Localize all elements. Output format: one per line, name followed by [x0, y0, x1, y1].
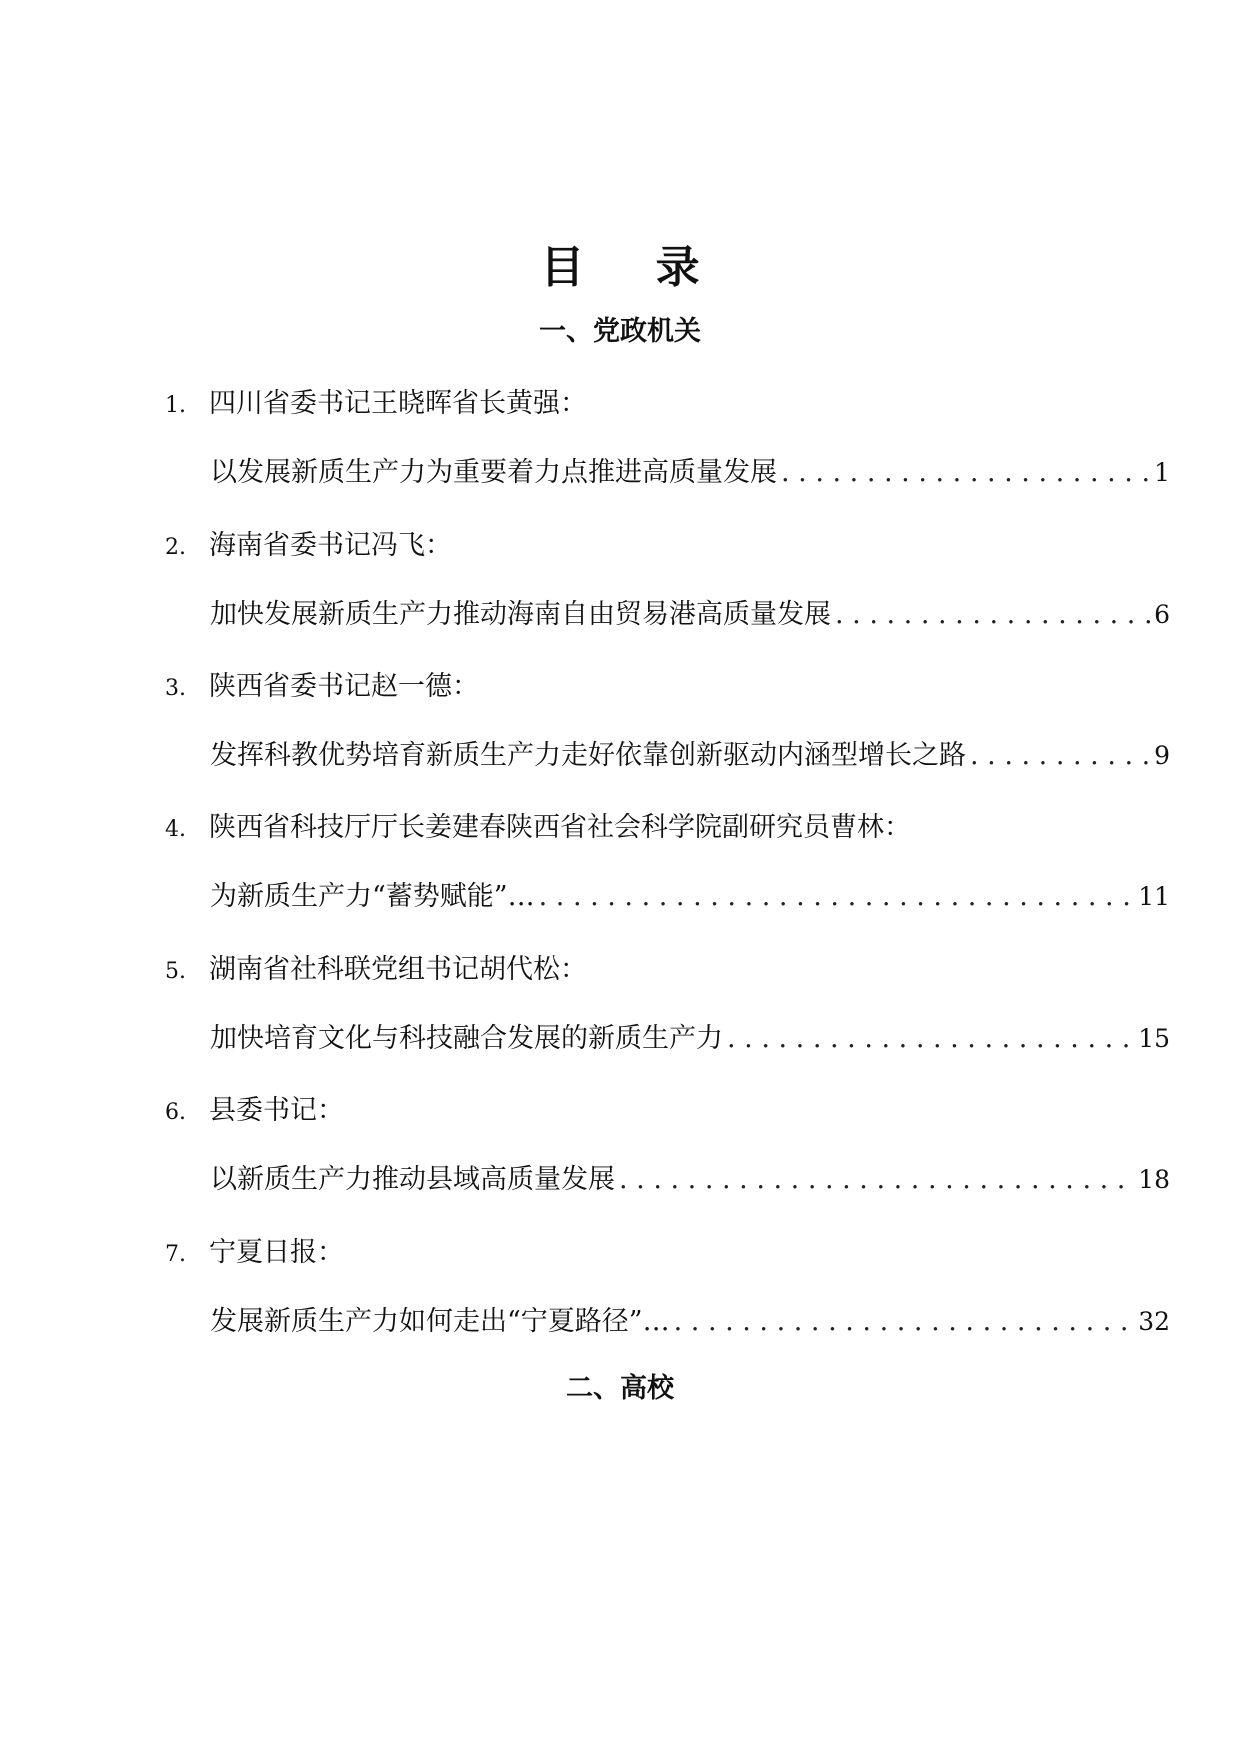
- toc-entry-line[interactable]: [210, 1160, 1170, 1200]
- toc-entry-author: [165, 1091, 1165, 1133]
- entry-author: 县委书记：: [209, 1095, 344, 1126]
- dot-leader: [781, 453, 1150, 493]
- entry-title: 以发展新质生产力为重要着力点推进高质量发展: [210, 457, 777, 488]
- dot-leader: [674, 1302, 1135, 1342]
- dot-leader: [619, 1160, 1134, 1200]
- entry-page-number: 1: [1154, 458, 1170, 487]
- entry-number: 1.: [165, 393, 186, 418]
- entry-author: 四川省委书记王晓晖省长黄强：: [209, 388, 587, 419]
- entry-author: 陕西省委书记赵一德：: [209, 671, 479, 702]
- entry-page-number: 6: [1154, 600, 1170, 629]
- dot-leader: [727, 1019, 1134, 1059]
- toc-entry-line[interactable]: [210, 1302, 1170, 1342]
- toc-entry-author: [165, 1233, 1165, 1275]
- entry-number: 6.: [165, 1100, 186, 1125]
- entry-author: 陕西省科技厅厅长姜建春陕西省社会科学院副研究员曹林：: [209, 812, 911, 843]
- toc-entry-line[interactable]: [210, 736, 1170, 776]
- entry-number: 4.: [165, 817, 186, 842]
- entry-title: 为新质生产力“蓄势赋能”…: [210, 881, 535, 912]
- entry-title: 加快发展新质生产力推动海南自由贸易港高质量发展: [210, 599, 831, 630]
- toc-entry-line[interactable]: [210, 1019, 1170, 1059]
- entry-page-number: 18: [1138, 1165, 1170, 1194]
- entry-page-number: 32: [1138, 1307, 1170, 1336]
- toc-entry-author: [165, 526, 1165, 568]
- dot-leader: [539, 877, 1135, 917]
- entry-author: 湖南省社科联党组书记胡代松：: [209, 954, 587, 985]
- entry-number: 5.: [165, 959, 186, 984]
- dot-leader: [970, 736, 1150, 776]
- entry-page-number: 9: [1154, 741, 1170, 770]
- dot-leader: [835, 595, 1150, 635]
- section-heading-1: 一、党政机关: [539, 316, 701, 347]
- entry-title: 发挥科教优势培育新质生产力走好依靠创新驱动内涵型增长之路: [210, 740, 966, 771]
- toc-entry-author: [165, 384, 1165, 426]
- toc-title: 目 录: [540, 242, 728, 293]
- toc-entry-line[interactable]: [210, 595, 1170, 635]
- entry-title: 以新质生产力推动县域高质量发展: [210, 1164, 615, 1195]
- toc-entry-author: [165, 808, 1165, 850]
- toc-entry-author: [165, 667, 1165, 709]
- entry-title: 加快培育文化与科技融合发展的新质生产力: [210, 1023, 723, 1054]
- entry-title: 发展新质生产力如何走出“宁夏路径”…: [210, 1306, 670, 1337]
- toc-entry-author: [165, 950, 1165, 992]
- entry-number: 3.: [165, 676, 186, 701]
- entry-page-number: 15: [1138, 1024, 1170, 1053]
- entry-author: 海南省委书记冯飞：: [209, 530, 452, 561]
- section-heading-2: 二、高校: [566, 1373, 674, 1404]
- entry-number: 2.: [165, 535, 186, 560]
- entry-author: 宁夏日报：: [209, 1237, 344, 1268]
- entry-page-number: 11: [1138, 882, 1170, 911]
- entry-number: 7.: [165, 1242, 186, 1267]
- toc-entry-line[interactable]: [210, 453, 1170, 493]
- toc-entry-line[interactable]: [210, 877, 1170, 917]
